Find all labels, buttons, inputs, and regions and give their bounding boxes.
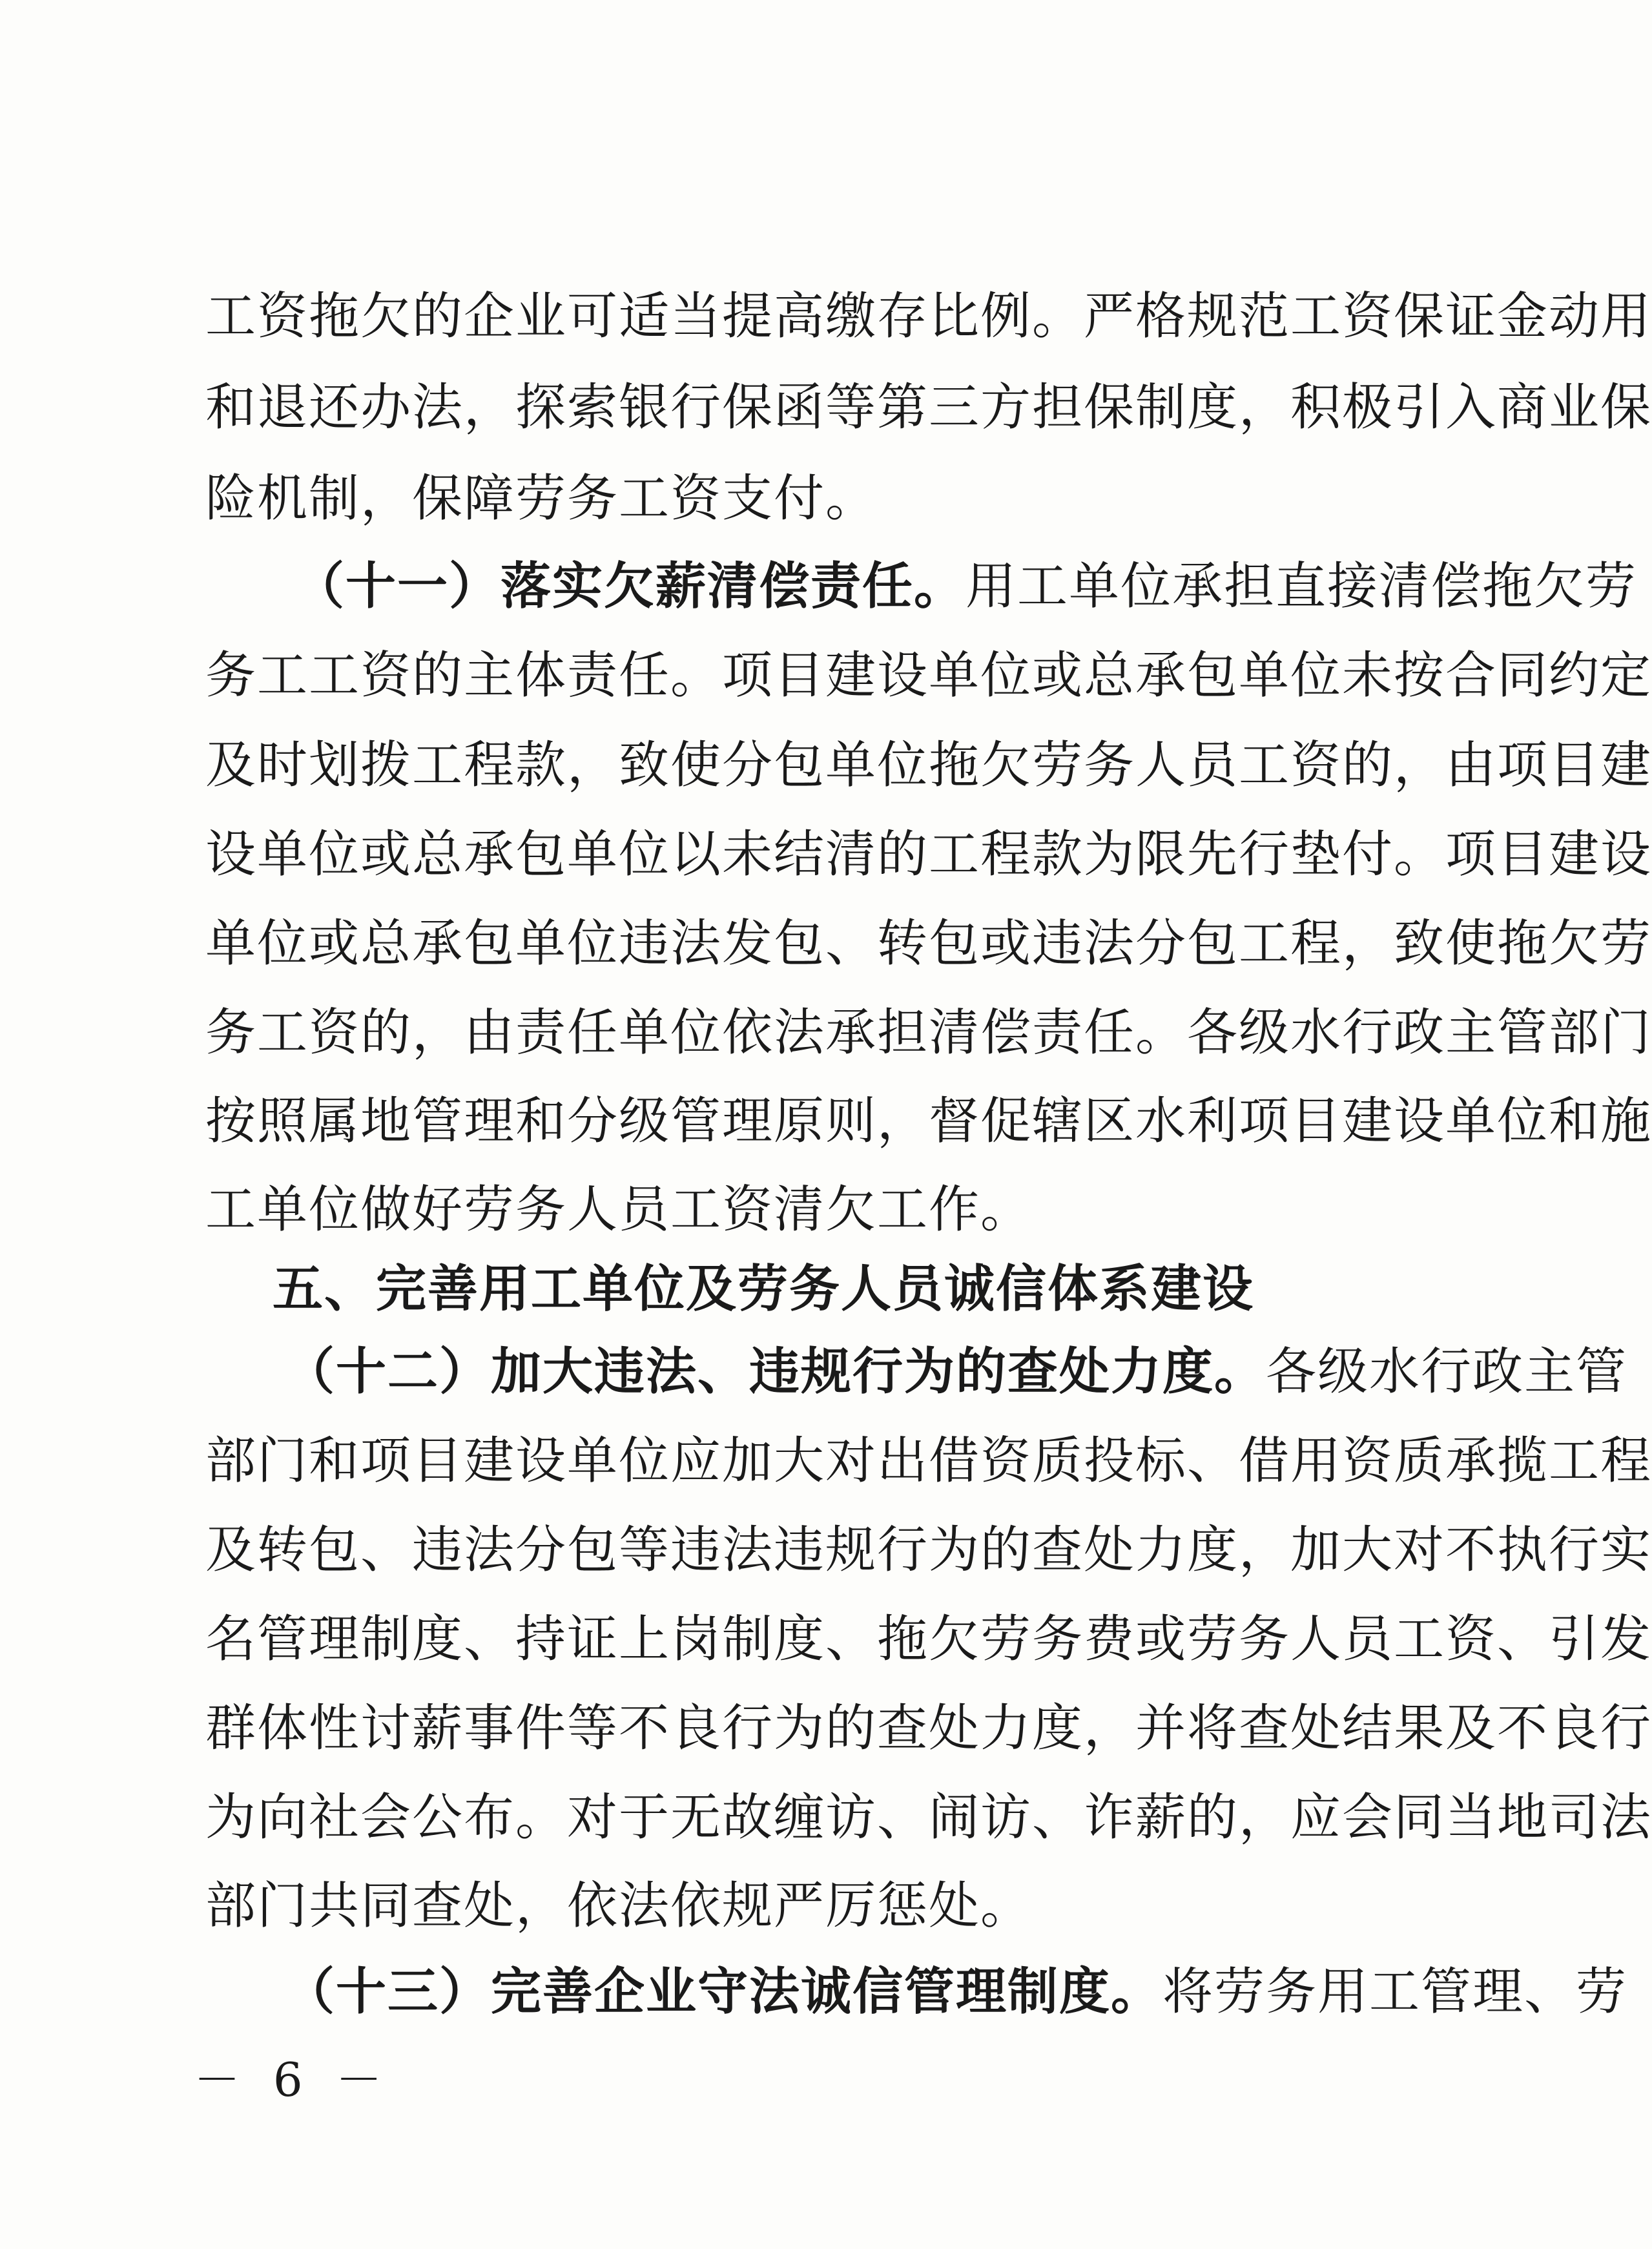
text-line: 工单位做好劳务人员工资清欠工作。 (205, 1181, 1033, 1239)
page-number: － 6 － (194, 2053, 391, 2107)
text-line: 部门和项目建设单位应加大对出借资质投标、借用资质承揽工程 (205, 1432, 1652, 1490)
text-line: 按照属地管理和分级管理原则，督促辖区水利项目建设单位和施 (205, 1092, 1652, 1150)
paragraph-lead-line (284, 1340, 1628, 1404)
paragraph-lead: （十一）落实欠薪清偿责任。 (294, 557, 966, 616)
section-heading: 五、完善用工单位及劳务人员诚信体系建设 (273, 1260, 1255, 1318)
text-line: 务工资的，由责任单位依法承担清偿责任。各级水行政主管部门 (205, 1004, 1652, 1062)
text-line: 及转包、违法分包等违法违规行为的查处力度，加大对不执行实 (205, 1521, 1652, 1579)
paragraph-lead: （十三）完善企业守法诚信管理制度。 (284, 1962, 1163, 2021)
text-line: 险机制，保障劳务工资支付。 (205, 470, 878, 528)
paragraph-lead: （十二）加大违法、违规行为的查处力度。 (284, 1342, 1266, 1401)
text-span: 将劳务用工管理、劳 (1162, 1963, 1628, 2021)
text-line: 群体性讨薪事件等不良行为的查处力度，并将查处结果及不良行 (205, 1699, 1652, 1757)
text-line: 和退还办法，探索银行保函等第三方担保制度，积极引入商业保 (205, 378, 1652, 437)
text-line: 名管理制度、持证上岗制度、拖欠劳务费或劳务人员工资、引发 (205, 1610, 1652, 1668)
text-line: 为向社会公布。对于无故缠访、闹访、诈薪的，应会同当地司法 (205, 1788, 1652, 1847)
paragraph-lead-line (284, 1960, 1628, 2024)
text-line: 务工工资的主体责任。项目建设单位或总承包单位未按合同约定 (205, 647, 1652, 705)
text-line: 部门共同查处，依法依规严厉惩处。 (205, 1877, 1033, 1935)
text-line: 及时划拨工程款，致使分包单位拖欠劳务人员工资的，由项目建 (205, 736, 1652, 794)
text-span: 各级水行政主管 (1266, 1343, 1628, 1401)
text-line: 设单位或总承包单位以未结清的工程款为限先行垫付。项目建设 (205, 825, 1652, 884)
text-span: 用工单位承担直接清偿拖欠劳 (965, 557, 1638, 616)
text-line: 工资拖欠的企业可适当提高缴存比例。严格规范工资保证金动用 (205, 287, 1652, 346)
paragraph-lead-line (294, 554, 1638, 619)
text-line: 单位或总承包单位违法发包、转包或违法分包工程，致使拖欠劳 (205, 915, 1652, 973)
